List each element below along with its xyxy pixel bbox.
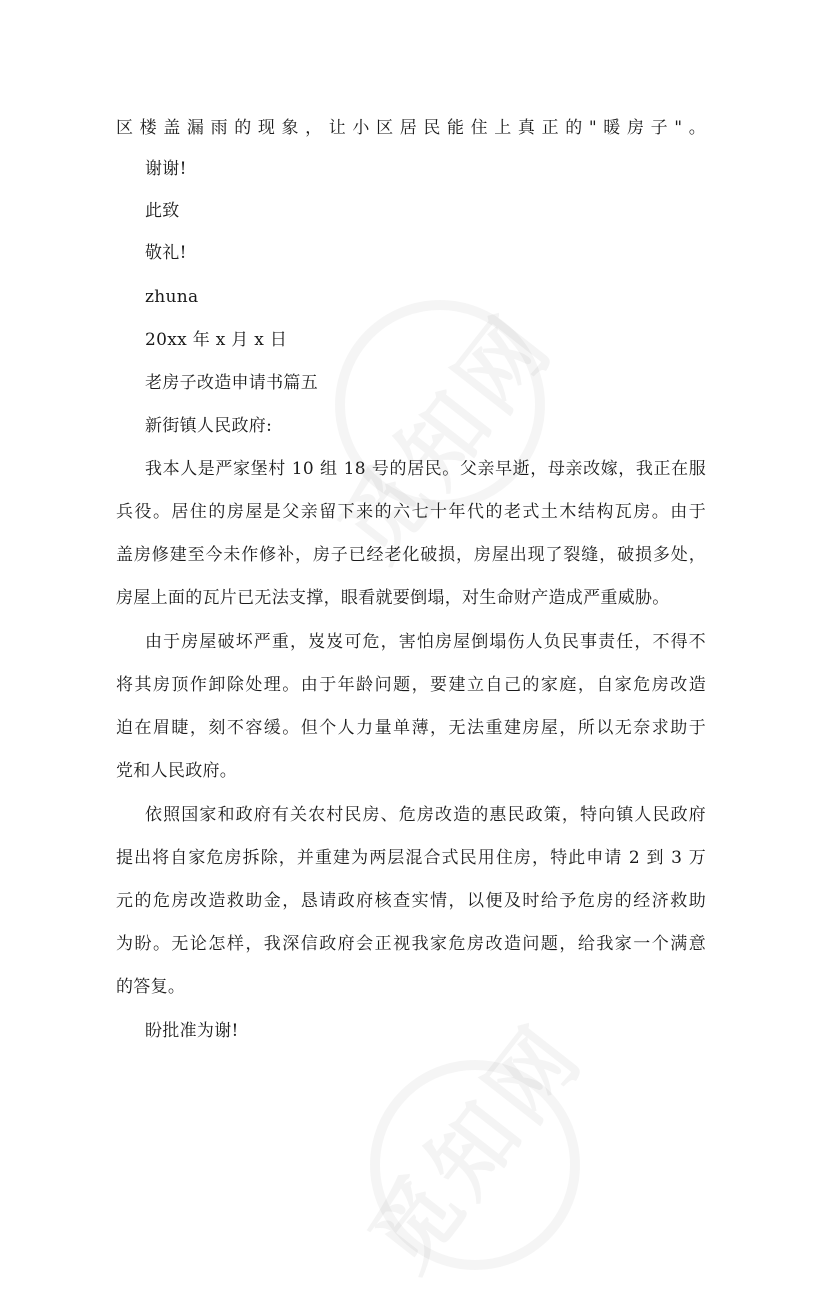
paragraph-line: 房屋上面的瓦片已无法支撑，眼看就要倒塌，对生命财产造成严重威胁。 xyxy=(116,588,670,608)
paragraph-line: 元的危房改造救助金，恳请政府核查实情，以便及时给予危房的经济救助 xyxy=(116,891,706,911)
paragraph-line: 提出将自家危房拆除，并重建为两层混合式民用住房，特此申请 2 到 3 万 xyxy=(116,848,706,868)
paragraph-line: 为盼。无论怎样，我深信政府会正视我家危房改造问题，给我家一个满意 xyxy=(116,934,706,954)
addressee: 新街镇人民政府: xyxy=(145,416,273,436)
closing-request: 盼批准为谢! xyxy=(145,1021,239,1041)
watermark-ring xyxy=(370,1060,580,1270)
paragraph-line: 盖房修建至今未作修补，房子已经老化破损，房屋出现了裂缝，破损多处， xyxy=(116,545,706,565)
closing-respect: 敬礼! xyxy=(145,243,187,263)
paragraph-line: 依照国家和政府有关农村民房、危房改造的惠民政策，特向镇人民政府 xyxy=(145,805,706,825)
paragraph-line: 将其房顶作卸除处理。由于年龄问题，要建立自己的家庭，自家危房改造 xyxy=(116,675,706,695)
paragraph-line: 区楼盖漏雨的现象，让小区居民能住上真正的"暖房子"。 xyxy=(116,118,706,138)
paragraph-line: 的答复。 xyxy=(116,977,186,997)
paragraph-line: 迫在眉睫，刻不容缓。但个人力量单薄，无法重建房屋，所以无奈求助于 xyxy=(116,718,706,738)
section-heading: 老房子改造申请书篇五 xyxy=(145,373,318,393)
paragraph-line: 兵役。居住的房屋是父亲留下来的六七十年代的老式土木结构瓦房。由于 xyxy=(116,502,706,522)
signature-name: zhuna xyxy=(145,287,199,307)
paragraph-line: 我本人是严家堡村 10 组 18 号的居民。父亲早逝，母亲改嫁，我正在服 xyxy=(145,459,706,479)
signature-date: 20xx 年 x 月 x 日 xyxy=(145,330,288,350)
closing-thanks: 谢谢! xyxy=(145,159,187,179)
closing-salutation: 此致 xyxy=(145,201,180,221)
paragraph-line: 党和人民政府。 xyxy=(116,761,238,781)
paragraph-line: 由于房屋破坏严重，岌岌可危，害怕房屋倒塌伤人负民事责任，不得不 xyxy=(145,632,706,652)
